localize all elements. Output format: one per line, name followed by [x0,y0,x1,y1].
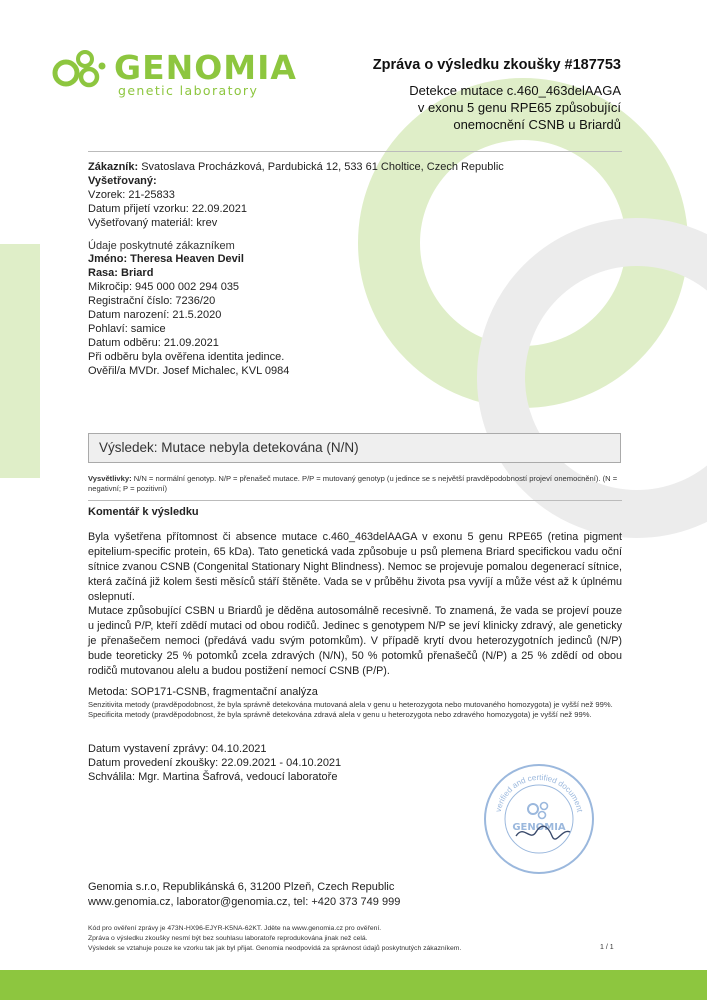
method-note: Senzitivita metody (pravděpodobnost, že byla správně detekována mutovaná alela v genu u heterozygota nebo mutovaného homozygota) je vyšší než 99%. Specificita metody (pravděpodobnost, že byla správně detekována zdravá alela v genu u heterozygota nebo zdravého homozygota) je vyšší než 99%. [88,700,613,719]
result-box: Výsledek: Mutace nebyla detekována (N/N) [88,433,621,463]
footer-green-bar [0,970,707,1000]
svg-text:verified and certified documen: verified and certified document [493,772,585,813]
certification-stamp [484,764,594,874]
report-dates: Datum vystavení zprávy: 04.10.2021 Datum provedení zkoušky: 22.09.2021 - 04.10.2021 Schválila: Mgr. Martina Šafrová, vedoucí laboratoře [88,743,342,783]
genomia-logo-icon [52,46,114,90]
comment-paragraph-1: Byla vyšetřena přítomnost či absence mutace c.460_463delAAGA v exonu 5 genu RPE65 (retina pigment epitelium-specific protein, 65 kDa). Tato genetická vada způsobuje u psů plemena Briard specifickou vadu oční sítnice zvanou CSNB (Congenital Stationary Night Blindness). Nemoc se projevuje pomalou degenerací sítnice, která začíná již kolem šesti měsíců stáří štěněte. Vada se v průběhu života psa vyvíjí a může vést až k úplnému oslepnutí. [88,531,622,603]
stamp-ring-text [486,766,592,872]
result-explanation: Vysvětlivky: N/N = normální genotyp. N/P = přenašeč mutace. P/P = mutovaný genotyp (u jedince se s největší pravděpodobností projeví onemocnění). (N = negativní; P = pozitivní) [88,474,618,493]
logo-tagline: genetic laboratory [118,83,259,98]
page-number: 1 / 1 [600,944,614,951]
comment-heading: Komentář k výsledku [88,506,199,518]
comment-paragraph-2: Mutace způsobující CSBN u Briardů je děděna autosomálně recesivně. To znamená, že vada se projeví pouze u jedinců P/P, kteří zdědí mutaci od obou rodičů. Jedinec s genotypem N/P se jeví klinicky zdravý, ale geneticky je přenašečem nemoci (předává vadu svým potomkům). V případě krytí dvou heterozygotních jedinců (N/P) bude teoreticky 25 % potomků zcela zdravých (N/N), 50 % potomků přenašečů (N/P) a 25 % zdědí od obou rodičů mutovanou alelu a budou postižení nemocí CSNB (P/P). [88,605,622,677]
customer-block: Zákazník: Svatoslava Procházková, Pardubická 12, 533 61 Choltice, Czech Republic Vyšetřovaný: Vzorek: 21-25833 Datum přijetí vzorku: 22.09.2021 Vyšetřovaný materiál: krev [88,161,504,229]
report-title: Zpráva o výsledku zkoušky #187753 [372,57,621,73]
logo-wordmark: GENOMIA [114,48,297,87]
footer-address: Genomia s.r.o, Republikánská 6, 31200 Plzeň, Czech Republic www.genomia.cz, laborator@genomia.cz, tel: +420 373 749 999 [88,881,401,908]
method-title: Metoda: SOP171-CSNB, fragmentační analýza [88,686,318,698]
svg-text:GENOMIA: GENOMIA [512,822,566,833]
result-divider [88,500,622,501]
footer-fine-print: Kód pro ověření zprávy je 473N-HX96-EJYR-K5NA-62KT. Jděte na www.genomia.cz pro ověření. Zpráva o výsledku zkoušky nesmí být bez souhlasu laboratoře reprodukována jinak než celá. Výsledek se vztahuje pouze ke vzorku tak jak byl přijat. Genomia neodpovídá za správnost údajů poskytnutých zákazníkem. [88,925,462,952]
report-subtitle: Detekce mutace c.460_463delAAGA v exonu 5 genu RPE65 způsobující onemocnění CSNB u Briardů [409,83,621,132]
header-divider [88,151,622,152]
animal-block: Údaje poskytnuté zákazníkem Jméno: Theresa Heaven Devil Rasa: Briard Mikročip: 945 000 002 294 035 Registrační číslo: 7236/20 Datum narození: 21.5.2020 Pohlaví: samice Datum odběru: 21.09.2021 Při odběru byla ověřena identita jedince. Ověřil/a MVDr. Josef Michalec, KVL 0984 [88,240,290,377]
bg-left-green-bar [0,244,40,478]
